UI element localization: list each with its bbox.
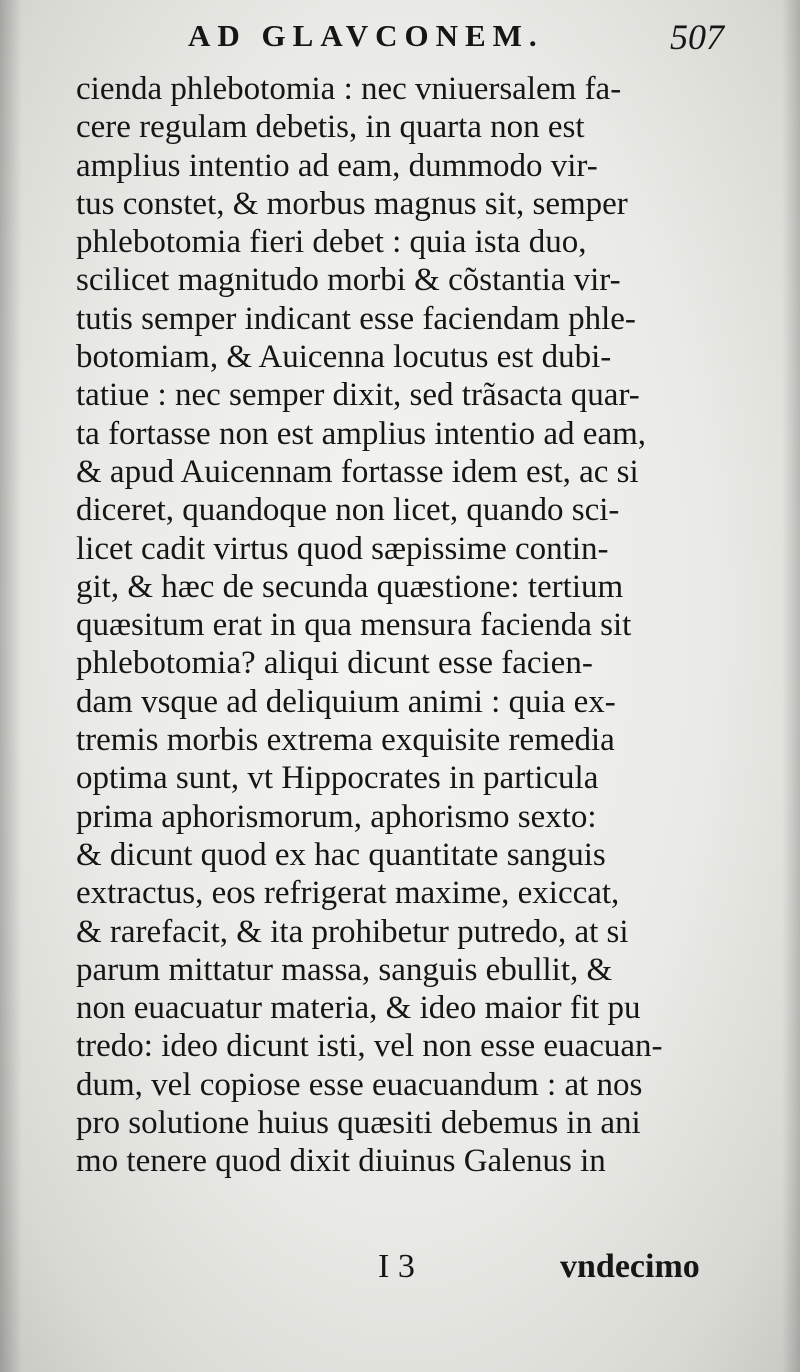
text-line: cienda phlebotomia : nec vniuersalem fa-: [76, 71, 622, 107]
text-line: non euacuatur materia, & ideo maior fit pu: [76, 990, 641, 1027]
text-line: & dicunt quod ex hac quantitate sanguis: [76, 836, 606, 873]
text-line: tus constet, & morbus magnus sit, semper: [76, 185, 628, 222]
catchword: vndecimo: [560, 1248, 700, 1285]
text-line: tutis semper indicant esse faciendam phle-: [76, 300, 636, 337]
text-line: amplius intentio ad eam, dummodo vir-: [76, 147, 598, 184]
text-line: & apud Auicennam fortasse idem est, ac si: [76, 453, 639, 490]
text-line: diceret, quandoque non licet, quando sci-: [76, 492, 620, 529]
text-line: phlebotomia fieri debet : quia ista duo,: [76, 224, 587, 261]
text-line: dum, vel copiose esse euacuandum : at nos: [76, 1066, 643, 1103]
text-line: cere regulam debetis, in quarta non est: [76, 109, 585, 146]
text-line: tremis morbis extrema exquisite remedia: [76, 722, 615, 759]
page-number: 507: [670, 17, 724, 57]
text-line: dam vsque ad deliquium animi : quia ex-: [76, 683, 616, 720]
signature-mark: I 3: [378, 1248, 415, 1285]
running-title: AD GLAVCONEM.: [188, 18, 544, 53]
text-line: botomiam, & Auicenna locutus est dubi-: [76, 339, 612, 376]
body-text: [76, 70, 716, 1181]
text-line: optima sunt, vt Hippocrates in particula: [76, 760, 599, 797]
text-line: phlebotomia? aliqui dicunt esse facien-: [76, 645, 593, 682]
text-line: extractus, eos refrigerat maxime, exiccat,: [76, 875, 620, 912]
text-line: quæsitum erat in qua mensura facienda sit: [76, 607, 632, 644]
text-line: scilicet magnitudo morbi & cõstantia vir-: [76, 262, 621, 299]
text-line: parum mittatur massa, sanguis ebullit, &: [76, 951, 613, 988]
text-line: tatiue : nec semper dixit, sed trãsacta quar-: [76, 377, 640, 414]
text-line: mo tenere quod dixit diuinus Galenus in: [76, 1143, 606, 1180]
text-line: pro solutione huius quæsiti debemus in ani: [76, 1105, 641, 1142]
text-line: tredo: ideo dicunt isti, vel non esse euacuan-: [76, 1028, 663, 1065]
text-line: & rarefacit, & ita prohibetur putredo, at si: [76, 913, 629, 950]
text-line: prima aphorismorum, aphorismo sexto:: [76, 798, 597, 835]
text-line: licet cadit virtus quod sæpissime contin-: [76, 530, 609, 567]
text-line: ta fortasse non est amplius intentio ad eam,: [76, 415, 647, 452]
text-line: git, & hæc de secunda quæstione: tertium: [76, 568, 624, 605]
